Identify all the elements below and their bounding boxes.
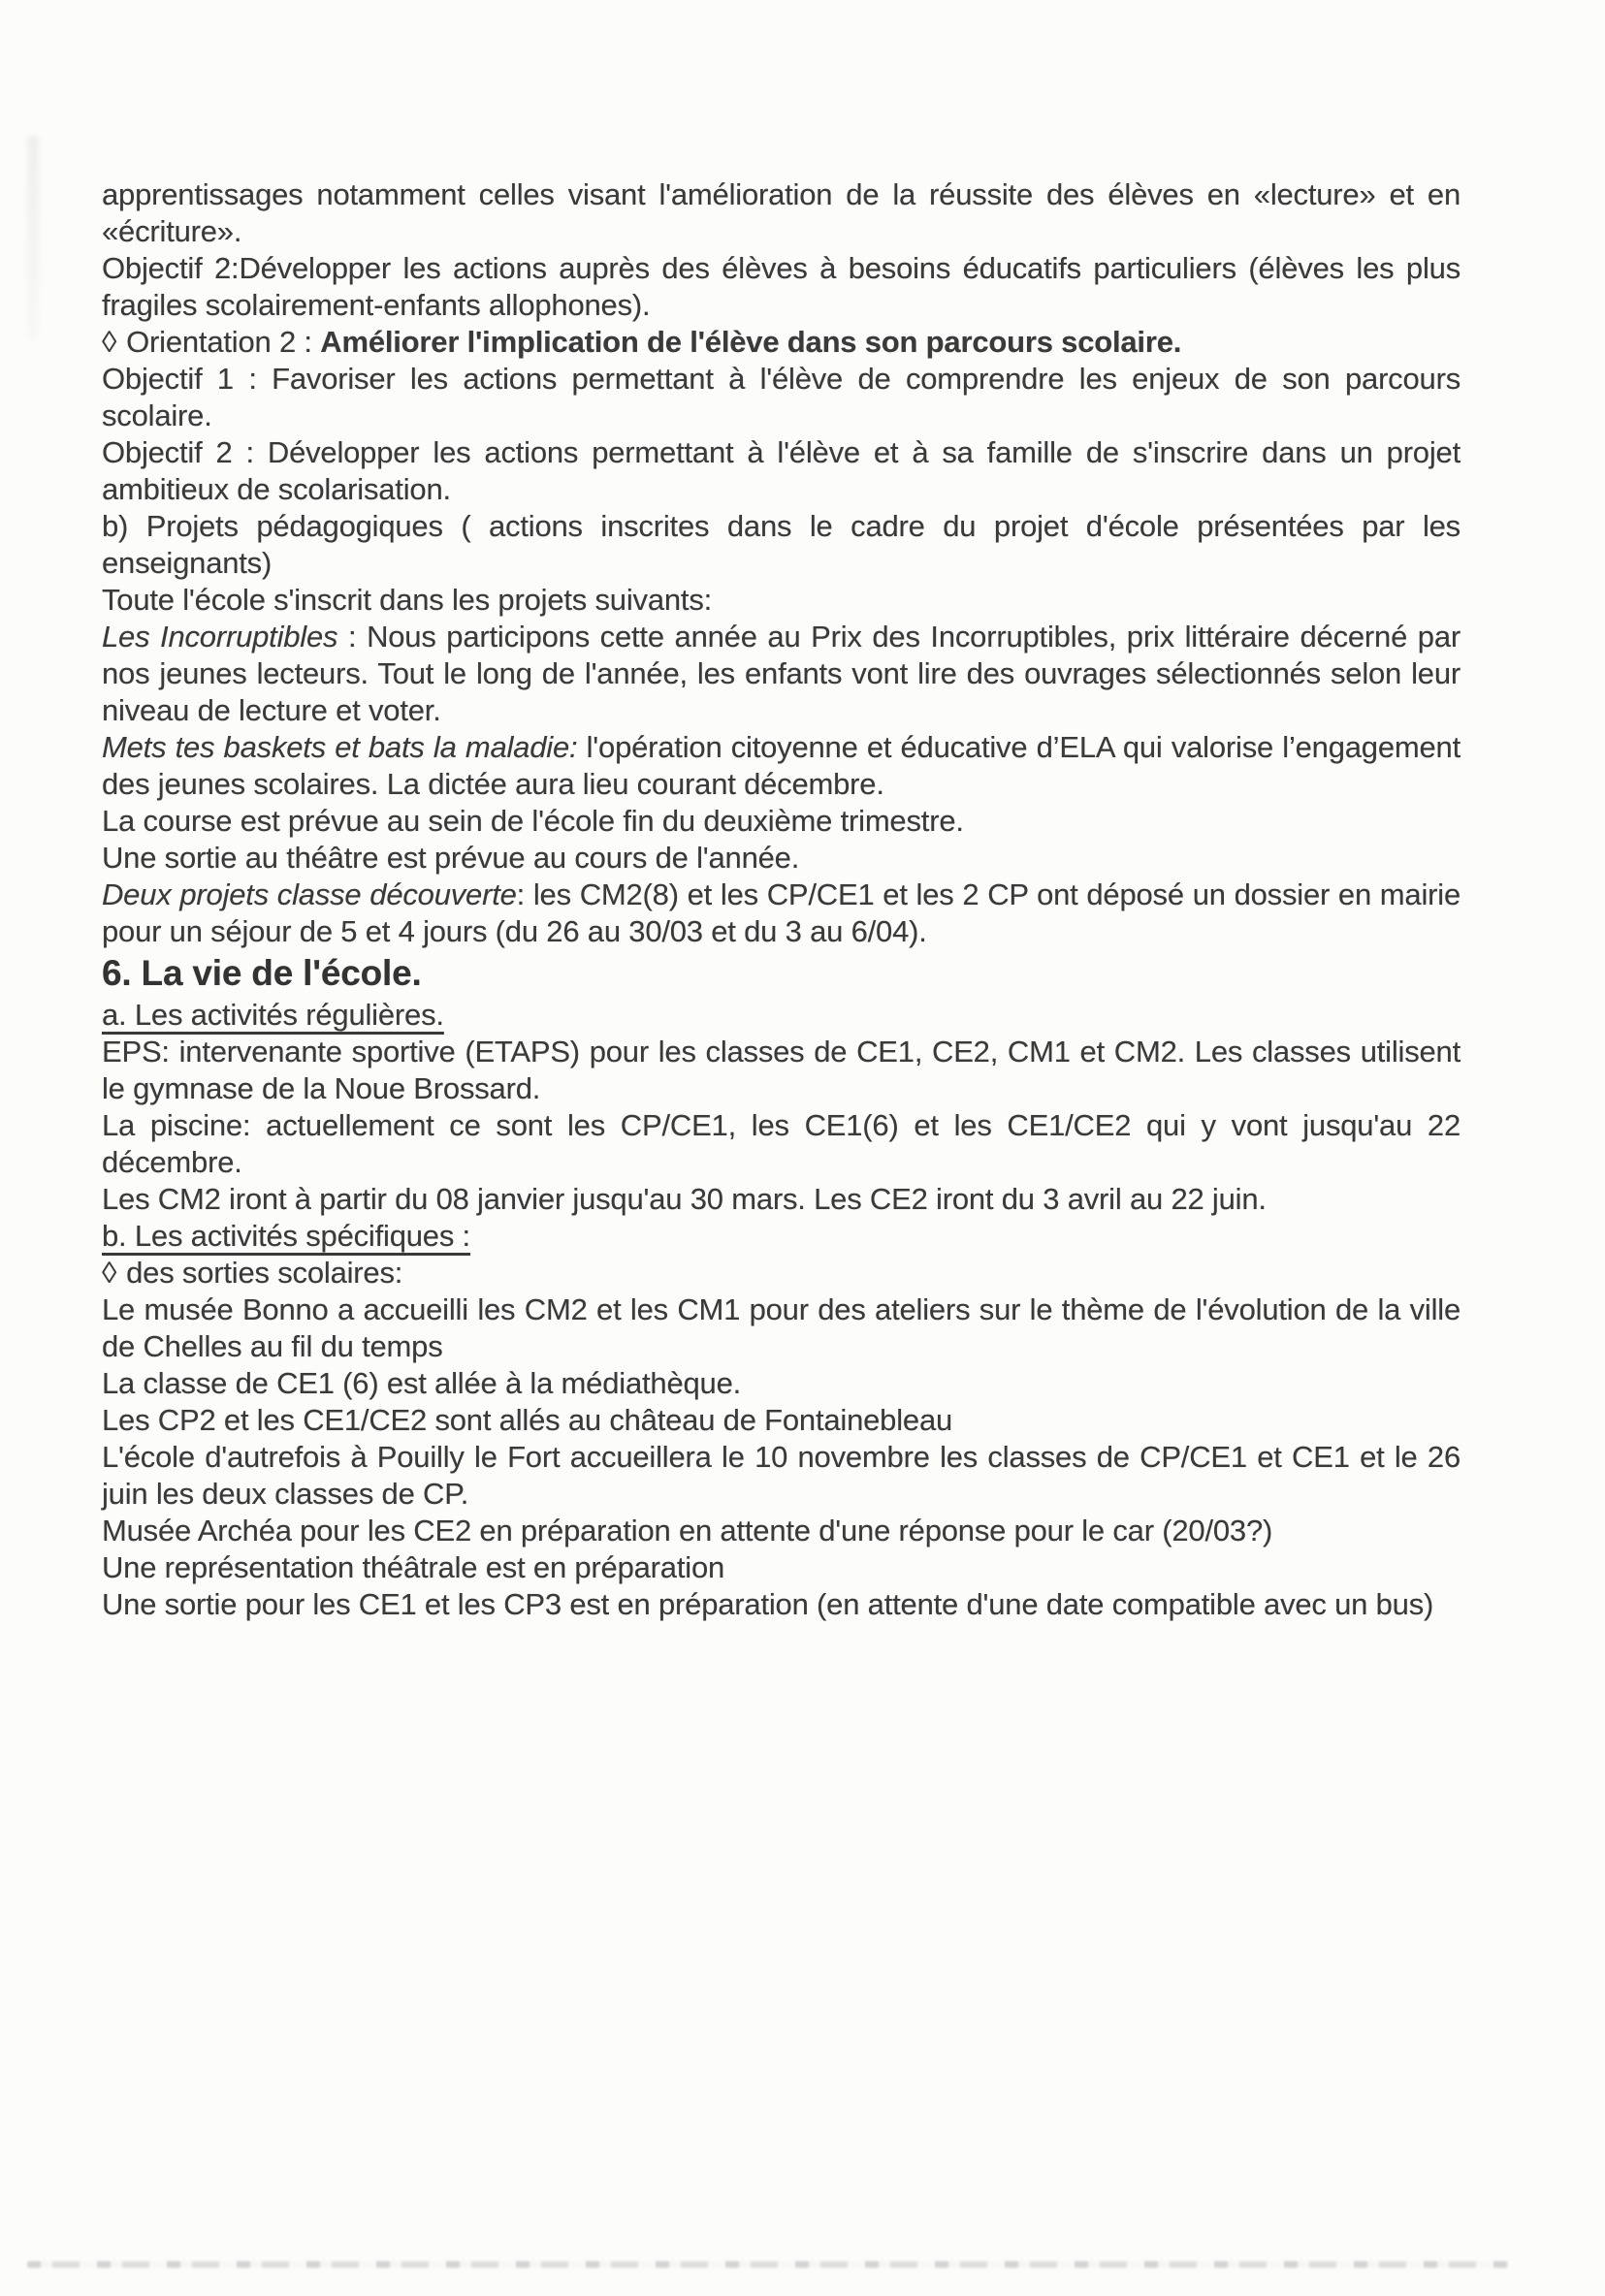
paragraph-projets-pedagogiques-intro: b) Projets pédagogiques ( actions inscrites dans le cadre du projet d'école présentées par les enseignants) bbox=[102, 509, 1461, 580]
incorruptibles-texte: : Nous participons cette année au Prix des Incorruptibles, prix littéraire décerné par nos jeunes lecteurs. Tout le long de l'année, les enfants vont lire des ouvrages sélectionnés selon leur niveau de lecture et voter. bbox=[102, 620, 1461, 727]
line-orientation-2 bbox=[102, 324, 1461, 361]
line-sorties-scolaires bbox=[102, 1255, 1461, 1292]
sorties-scolaires-label: des sorties scolaires: bbox=[126, 1256, 403, 1290]
baskets-texte: l'opération citoyenne et éducative d’ELA qui valorise l’engagement des jeunes scolaires. La dictée aura lieu courant décembre. bbox=[102, 730, 1461, 801]
orientation-2-title: Améliorer l'implication de l'élève dans son parcours scolaire. bbox=[320, 325, 1182, 359]
paragraph-sortie-ce1-cp3: Une sortie pour les CE1 et les CP3 est en préparation (en attente d'une date compatible avec un bus) bbox=[102, 1587, 1434, 1621]
subheading-activites-specifiques-text: b. Les activités spécifiques : bbox=[102, 1219, 470, 1253]
baskets-titre: Mets tes baskets et bats la maladie: bbox=[102, 730, 578, 764]
section-heading-vie-ecole: 6. La vie de l'école. bbox=[102, 953, 422, 993]
classe-decouverte-titre: Deux projets classe découverte bbox=[102, 877, 517, 911]
paragraph-objectif2-axe1: Objectif 2:Développer les actions auprès des élèves à besoins éducatifs particuliers (élèves les plus fragiles scolairement-enfants allophones). bbox=[102, 251, 1461, 322]
paragraph-musee-archea: Musée Archéa pour les CE2 en préparation en attente d'une réponse pour le car (20/03?) bbox=[102, 1514, 1273, 1547]
paragraph-piscine-cm2: Les CM2 iront à partir du 08 janvier jusqu'au 30 mars. Les CE2 iront du 3 avril au 22 juin. bbox=[102, 1182, 1267, 1216]
paragraph-sortie-theatre: Une sortie au théâtre est prévue au cours de l'année. bbox=[102, 841, 800, 875]
orientation-2-label: Orientation 2 : bbox=[126, 325, 321, 359]
subheading-activites-regulieres bbox=[102, 997, 1461, 1034]
paragraph-mediatheque: La classe de CE1 (6) est allée à la médiathèque. bbox=[102, 1366, 742, 1400]
paragraph-course: La course est prévue au sein de l'école fin du deuxième trimestre. bbox=[102, 804, 964, 838]
paragraph-piscine: La piscine: actuellement ce sont les CP/CE1, les CE1(6) et les CE1/CE2 qui y vont jusqu'au 22 décembre. bbox=[102, 1108, 1461, 1179]
paragraph-classe-decouverte bbox=[102, 877, 1461, 950]
paragraph-objectif-2: Objectif 2 : Développer les actions permettant à l'élève et à sa famille de s'inscrire dans un projet ambitieux de scolarisation. bbox=[102, 435, 1461, 506]
paragraph-pouilly-le-fort: L'école d'autrefois à Pouilly le Fort accueillera le 10 novembre les classes de CP/CE1 et CE1 et le 26 juin les deux classes de CP. bbox=[102, 1440, 1461, 1511]
subheading-activites-specifiques bbox=[102, 1218, 1461, 1255]
diamond-icon: ◊ bbox=[102, 1256, 117, 1290]
paragraph-representation-theatrale: Une représentation théâtrale est en préparation bbox=[102, 1550, 725, 1584]
diamond-icon: ◊ bbox=[102, 325, 117, 359]
subheading-activites-regulieres-text: a. Les activités régulières. bbox=[102, 998, 444, 1032]
incorruptibles-titre: Les Incorruptibles bbox=[102, 620, 338, 654]
paragraph-toute-ecole: Toute l'école s'inscrit dans les projets suivants: bbox=[102, 583, 713, 617]
scan-smudge-artifact bbox=[27, 136, 39, 339]
classe-decouverte-texte: : les CM2(8) et les CP/CE1 et les 2 CP ont déposé un dossier en mairie pour un séjour de 5 et 4 jours (du 26 au 30/03 et du 3 au 6/04). bbox=[102, 877, 1461, 948]
paragraph-objectif-1: Objectif 1 : Favoriser les actions permettant à l'élève de comprendre les enjeux de son parcours scolaire. bbox=[102, 362, 1461, 432]
paragraph-mets-tes-baskets bbox=[102, 729, 1461, 803]
paragraph-fontainebleau: Les CP2 et les CE1/CE2 sont allés au château de Fontainebleau bbox=[102, 1403, 953, 1437]
document-body bbox=[102, 176, 1461, 1623]
scan-edge-artifact bbox=[27, 2261, 1509, 2268]
paragraph-incorruptibles bbox=[102, 619, 1461, 729]
paragraph-musee-bonno: Le musée Bonno a accueilli les CM2 et les CM1 pour des ateliers sur le thème de l'évolution de la ville de Chelles au fil du temps bbox=[102, 1292, 1461, 1363]
paragraph-eps: EPS: intervenante sportive (ETAPS) pour les classes de CE1, CE2, CM1 et CM2. Les classes utilisent le gymnase de la Noue Brossard. bbox=[102, 1035, 1461, 1105]
paragraph-apprentissages: apprentissages notamment celles visant l'amélioration de la réussite des élèves en «lecture» et en «écriture». bbox=[102, 177, 1461, 248]
